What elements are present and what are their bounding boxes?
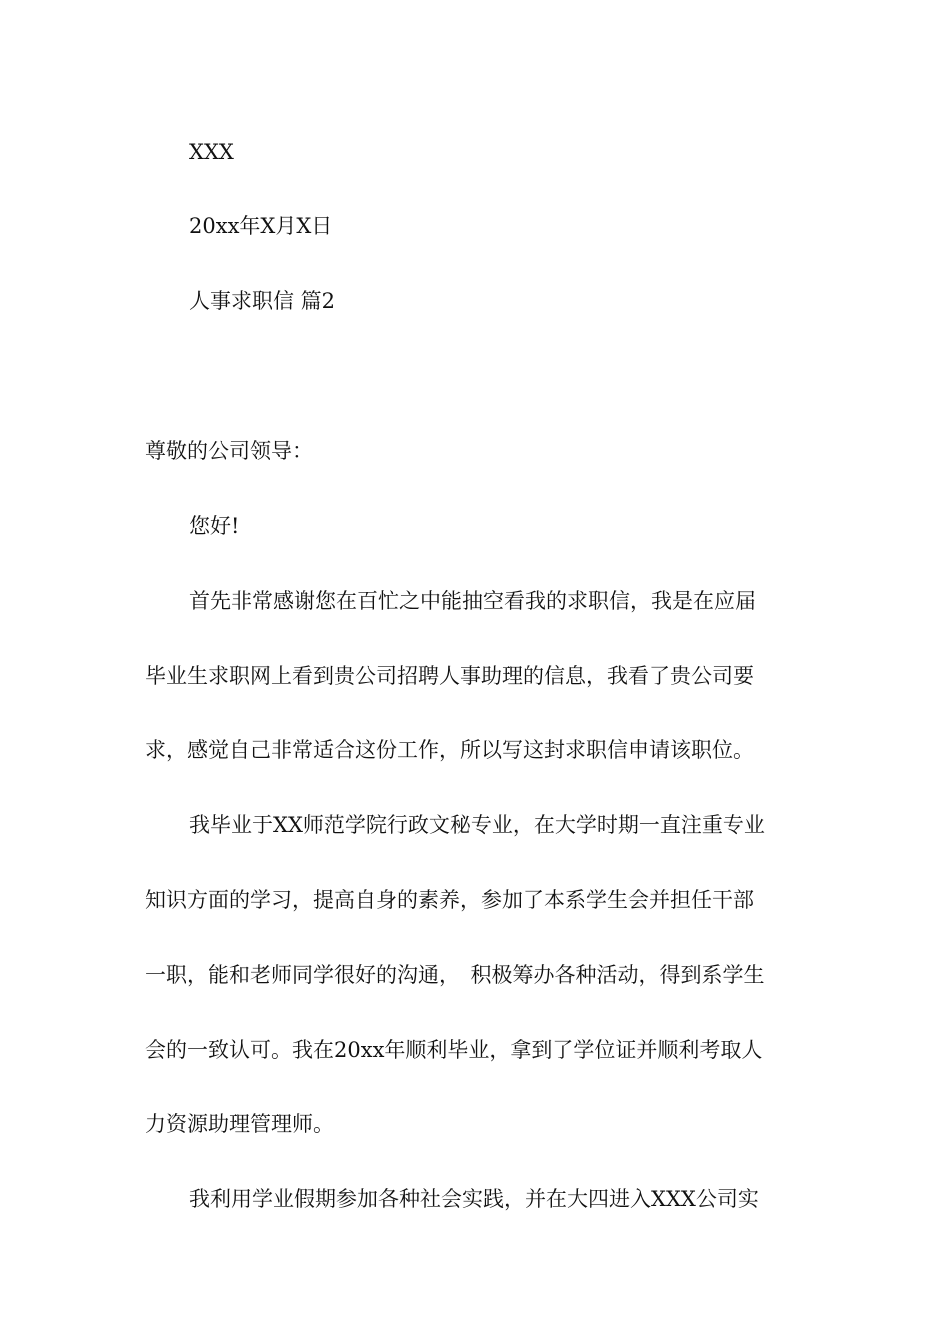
salutation: 尊敬的公司领导：	[145, 439, 313, 463]
paragraph-2-line-3: 一职，能和老师同学很好的沟通， 积极筹办各种活动，得到系学生	[145, 963, 765, 987]
paragraph-2-line-1: 我毕业于XX师范学院行政文秘专业，在大学时期一直注重专业	[189, 813, 765, 837]
paragraph-1-line-1: 首先非常感谢您在百忙之中能抽空看我的求职信，我是在应届	[189, 589, 756, 613]
paragraph-3-line-1: 我利用学业假期参加各种社会实践，并在大四进入XXX公司实	[189, 1187, 759, 1211]
signature-name: XXX	[189, 140, 234, 164]
section-title: 人事求职信 篇2	[189, 289, 336, 313]
paragraph-1-line-3: 求，感觉自己非常适合这份工作，所以写这封求职信申请该职位。	[145, 738, 754, 762]
paragraph-2-line-4: 会的一致认可。我在20xx年顺利毕业，拿到了学位证并顺利考取人	[145, 1038, 763, 1062]
paragraph-2-line-2: 知识方面的学习，提高自身的素养，参加了本系学生会并担任干部	[145, 888, 754, 912]
signature-date: 20xx年X月X日	[189, 214, 333, 238]
paragraph-1-line-2: 毕业生求职网上看到贵公司招聘人事助理的信息，我看了贵公司要	[145, 664, 754, 688]
paragraph-2-line-5: 力资源助理管理师。	[145, 1112, 334, 1136]
greeting: 您好!	[189, 514, 240, 538]
